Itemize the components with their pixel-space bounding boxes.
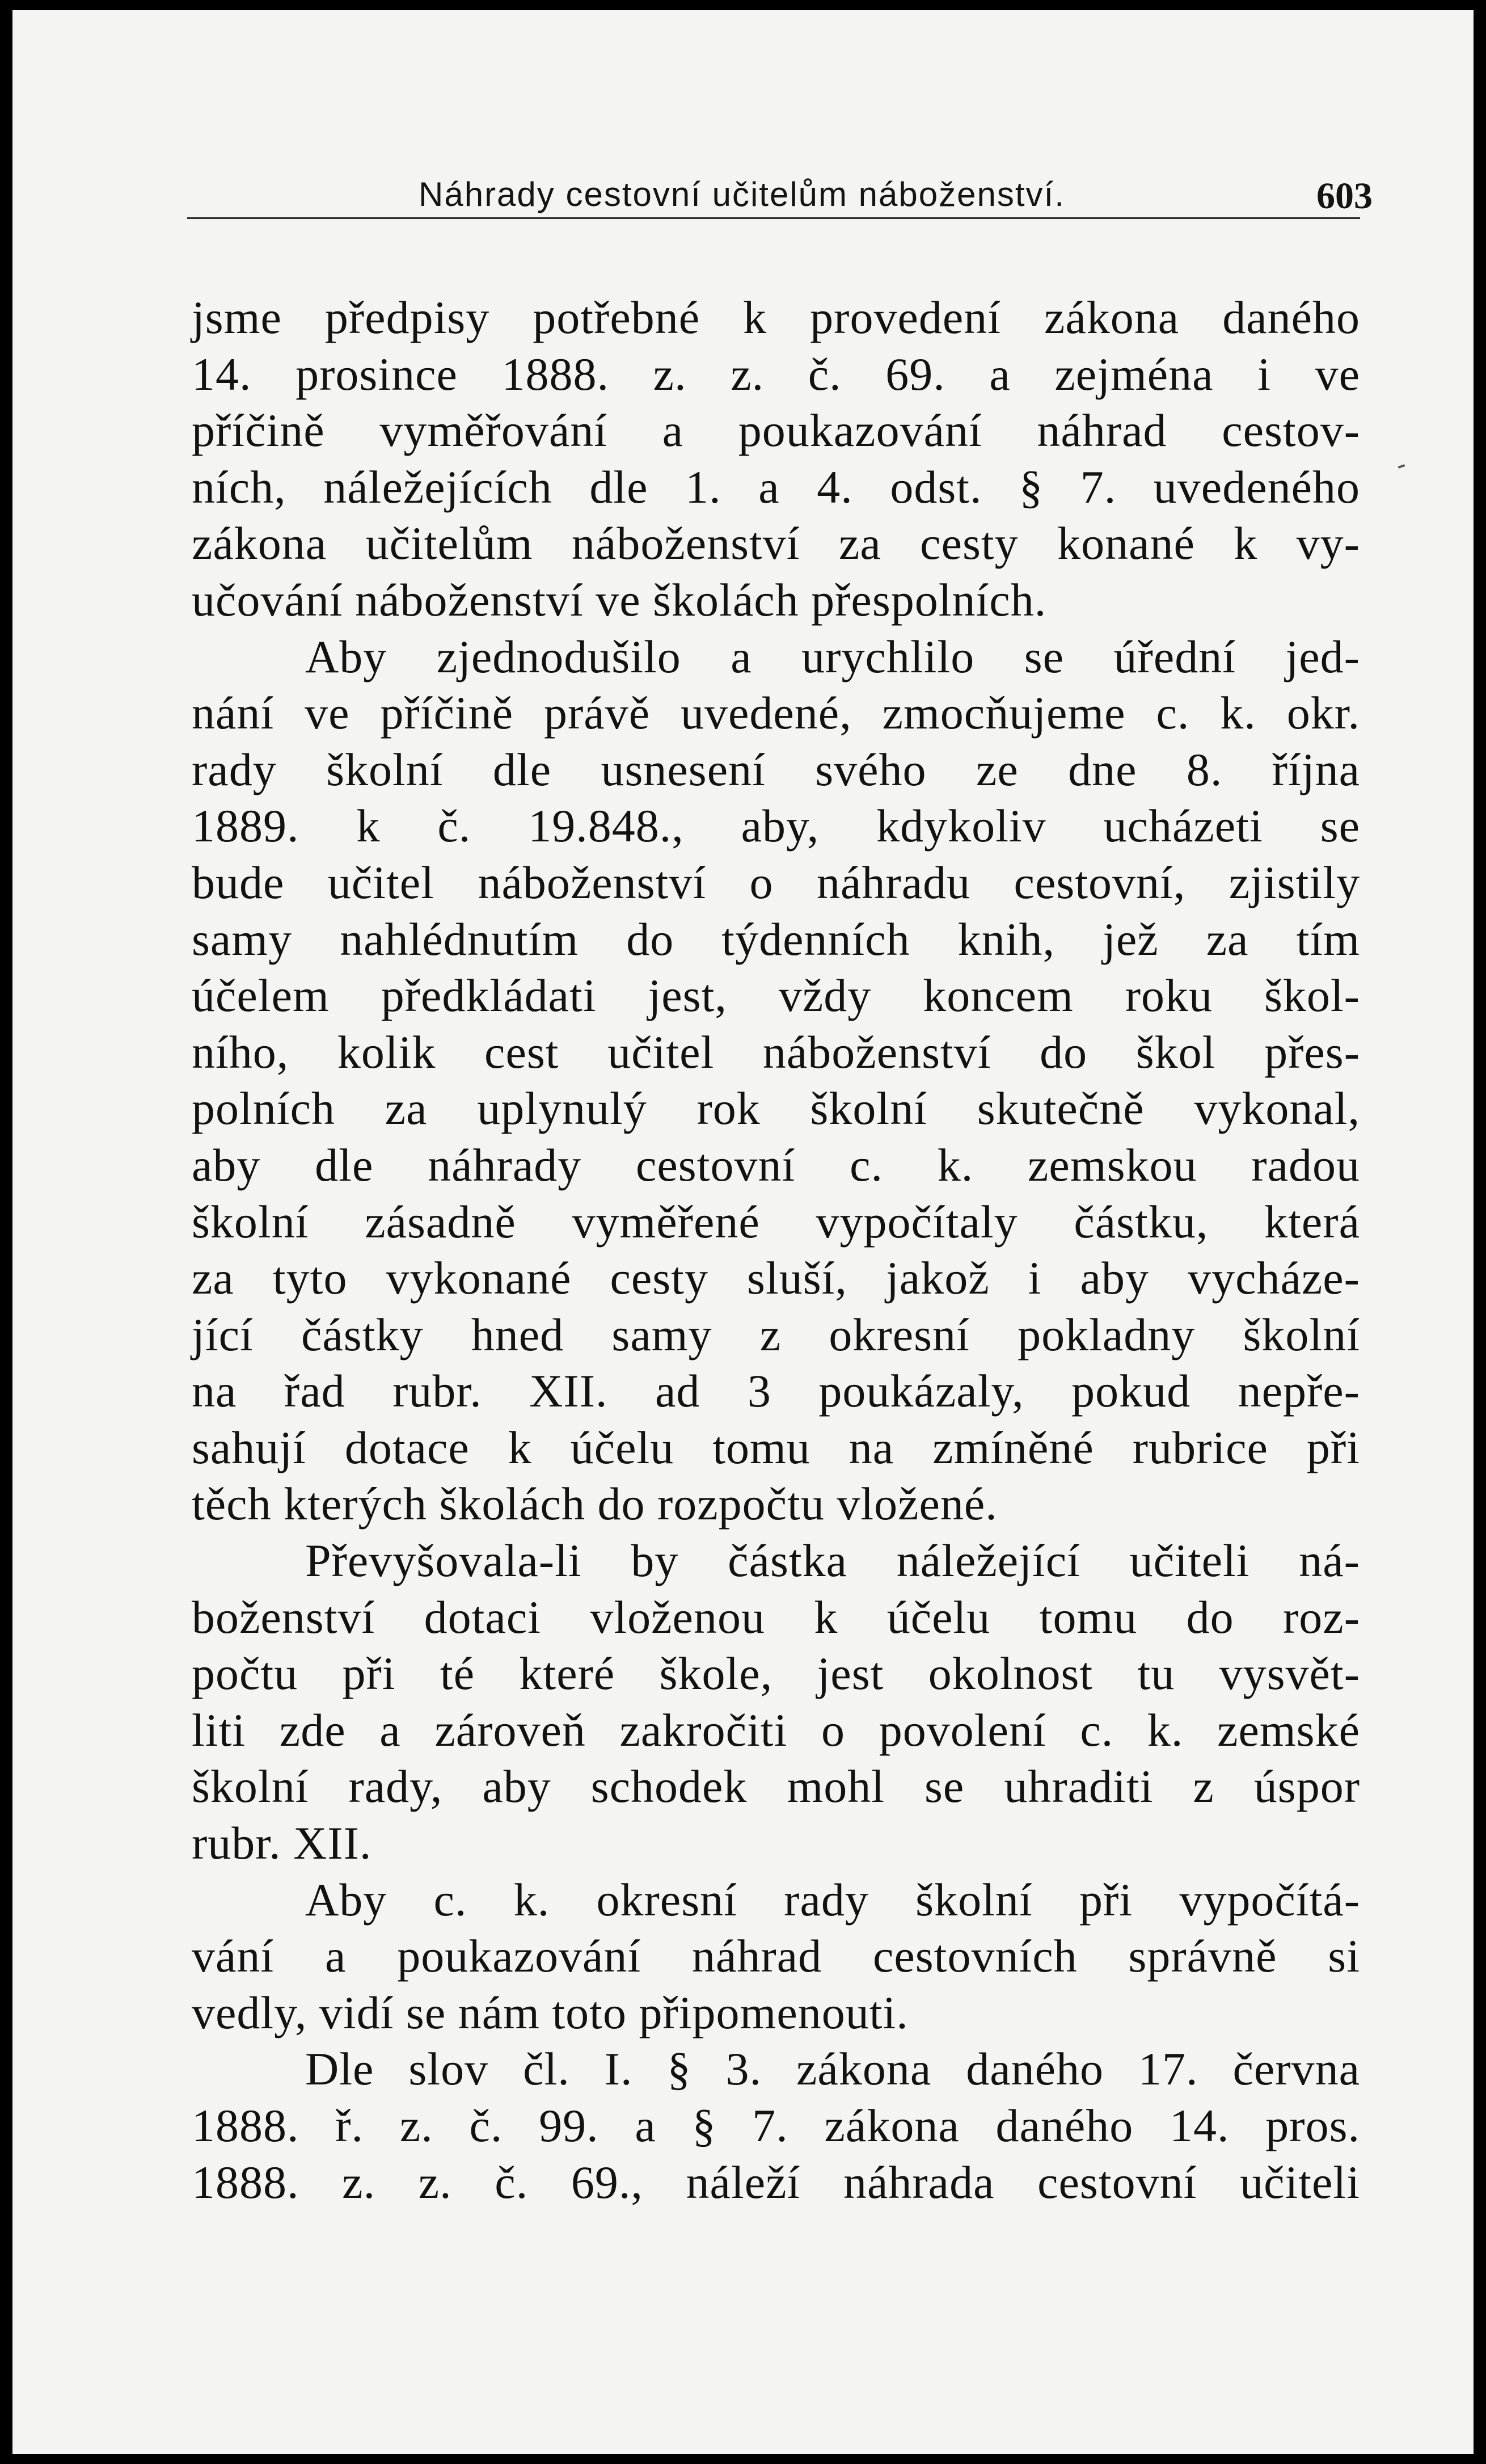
text-line: rady školní dle usnesení svého ze dne 8. října — [192, 743, 1360, 795]
text-line: těch kterých školách do rozpočtu vložené. — [192, 1478, 998, 1530]
text-line: zákona učitelům náboženství za cesty konané k vy- — [192, 517, 1360, 570]
text-line: ního, kolik cest učitel náboženství do škol přes- — [192, 1026, 1360, 1078]
paragraph-start-line: Dle slov čl. I. § 3. zákona daného 17. června — [305, 2043, 1360, 2095]
text-line: účelem předkládati jest, vždy koncem roku škol- — [192, 970, 1360, 1022]
text-line: sahují dotace k účelu tomu na zmíněné rubrice při — [192, 1421, 1360, 1473]
text-line: školní zásadně vyměřené vypočítaly částku, která — [192, 1195, 1360, 1248]
header-rule — [187, 217, 1360, 219]
text-line: nání ve příčině právě uvedené, zmocňujeme c. k. okr. — [192, 687, 1360, 739]
paragraph-start-line: Převyšovala-li by částka náležející učiteli ná- — [305, 1535, 1360, 1587]
text-line: 14. prosince 1888. z. z. č. 69. a zejména i ve — [192, 348, 1360, 400]
text-line: počtu při té které škole, jest okolnost tu vysvět- — [192, 1648, 1360, 1700]
text-line: bude učitel náboženství o náhradu cestovní, zjistily — [192, 856, 1360, 908]
body-text — [192, 289, 1360, 2210]
text-line: jící částky hned samy z okresní pokladny školní — [192, 1308, 1360, 1361]
text-line: 1888. ř. z. č. 99. a § 7. zákona daného 14. pros. — [192, 2100, 1360, 2151]
text-line: vedly, vidí se nám toto připomenouti. — [192, 1986, 909, 2038]
text-line: vání a poukazování náhrad cestovních správně si — [192, 1930, 1360, 1982]
text-line: boženství dotaci vloženou k účelu tomu do roz- — [192, 1591, 1360, 1643]
page-number: 603 — [1316, 175, 1373, 217]
text-line: liti zde a zároveň zakročiti o povolení c. k. zemské — [192, 1704, 1360, 1756]
text-line: 1888. z. z. č. 69., náleží náhrada cestovní učiteli — [192, 2156, 1360, 2208]
text-line: učování náboženství ve školách přespolních. — [192, 574, 1047, 626]
text-line: rubr. XII. — [192, 1817, 372, 1869]
text-line: jsme předpisy potřebné k provedení zákona daného — [192, 292, 1360, 343]
paragraph-start-line: Aby zjednodušilo a urychlilo se úřední jed- — [305, 630, 1360, 683]
text-line: školní rady, aby schodek mohl se uhraditi z úspor — [192, 1760, 1360, 1813]
text-line: samy nahlédnutím do týdenních knih, jež za tím — [192, 913, 1360, 965]
paragraph-start-line: Aby c. k. okresní rady školní při vypočítá- — [305, 1873, 1360, 1926]
text-line: za tyto vykonané cesty sluší, jakož i aby vycháze- — [192, 1252, 1360, 1304]
text-line: 1889. k č. 19.848., aby, kdykoliv ucházeti se — [192, 800, 1360, 852]
text-line: polních za uplynulý rok školní skutečně vykonal, — [192, 1083, 1360, 1135]
running-head — [204, 162, 1373, 225]
text-line: aby dle náhrady cestovní c. k. zemskou radou — [192, 1139, 1360, 1191]
text-line: příčině vyměřování a poukazování náhrad cestov- — [192, 405, 1360, 457]
text-line: ních, náležejících dle 1. a 4. odst. § 7. uvedeného — [192, 461, 1360, 513]
running-title: Náhrady cestovní učitelům náboženství. — [419, 175, 1065, 213]
text-line: na řad rubr. XII. ad 3 poukázaly, pokud nepře- — [192, 1365, 1360, 1417]
